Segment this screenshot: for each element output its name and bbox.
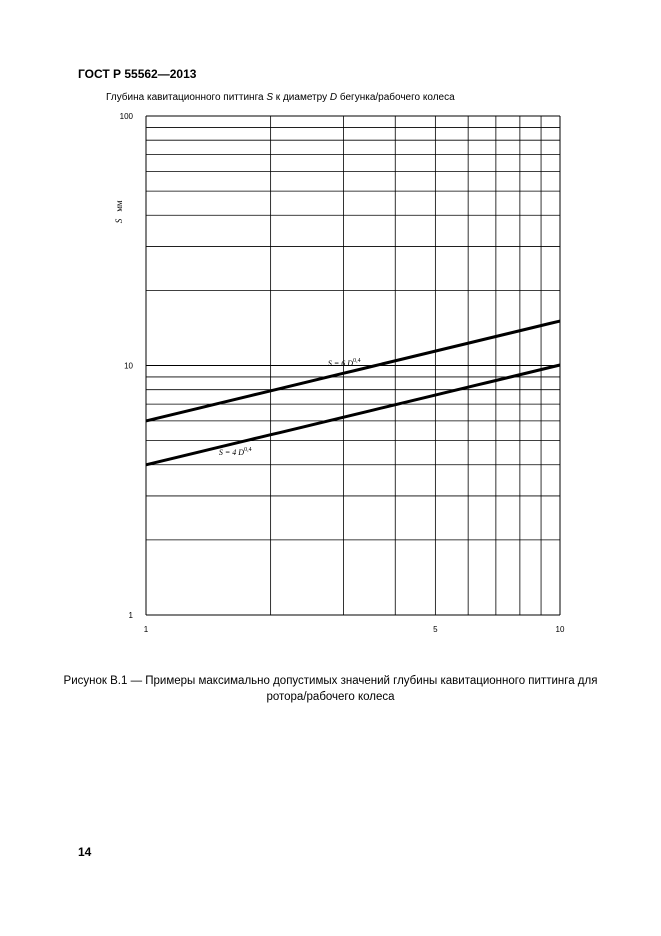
series-label-2 <box>219 447 252 457</box>
chart-title-var-s: S <box>266 92 274 103</box>
figure-caption-line2: ротора/рабочего колеса <box>266 691 395 703</box>
figure-caption <box>60 673 601 705</box>
y-tick-label: 10 <box>124 361 133 371</box>
x-tick-label: 1 <box>143 625 149 634</box>
series-label-exponent: 0,4 <box>244 447 252 454</box>
series-label-exponent: 0,4 <box>353 358 361 365</box>
y-axis-label <box>114 200 124 223</box>
x-tick-label: 5 <box>433 625 438 634</box>
page-number: 14 <box>78 845 92 859</box>
y-axis-label-unit: мм <box>114 200 124 212</box>
x-tick-label: 10 <box>555 625 565 634</box>
series-label-main: S = 6 D <box>327 359 354 369</box>
document-header: ГОСТ Р 55562—2013 <box>78 67 197 81</box>
series-line-1 <box>146 321 560 421</box>
chart-title-part2: к диаметру <box>273 92 330 103</box>
series-line-2 <box>146 365 560 465</box>
y-tick-label: 100 <box>119 112 133 121</box>
series-label-main: S = 4 D <box>218 448 245 458</box>
series-label-1 <box>328 358 361 368</box>
chart-title-var-d: D <box>329 92 338 103</box>
figure-caption-line1: Рисунок В.1 — Примеры максимально допустимых значений глубины кавитационного питтинга для <box>63 675 598 687</box>
y-tick-label: 1 <box>128 611 133 620</box>
chart-title-part3: бегунка/рабочего колеса <box>337 92 455 103</box>
y-axis-label-var: S <box>114 218 124 224</box>
chart-title-part1: Глубина кавитационного питтинга <box>106 92 267 103</box>
